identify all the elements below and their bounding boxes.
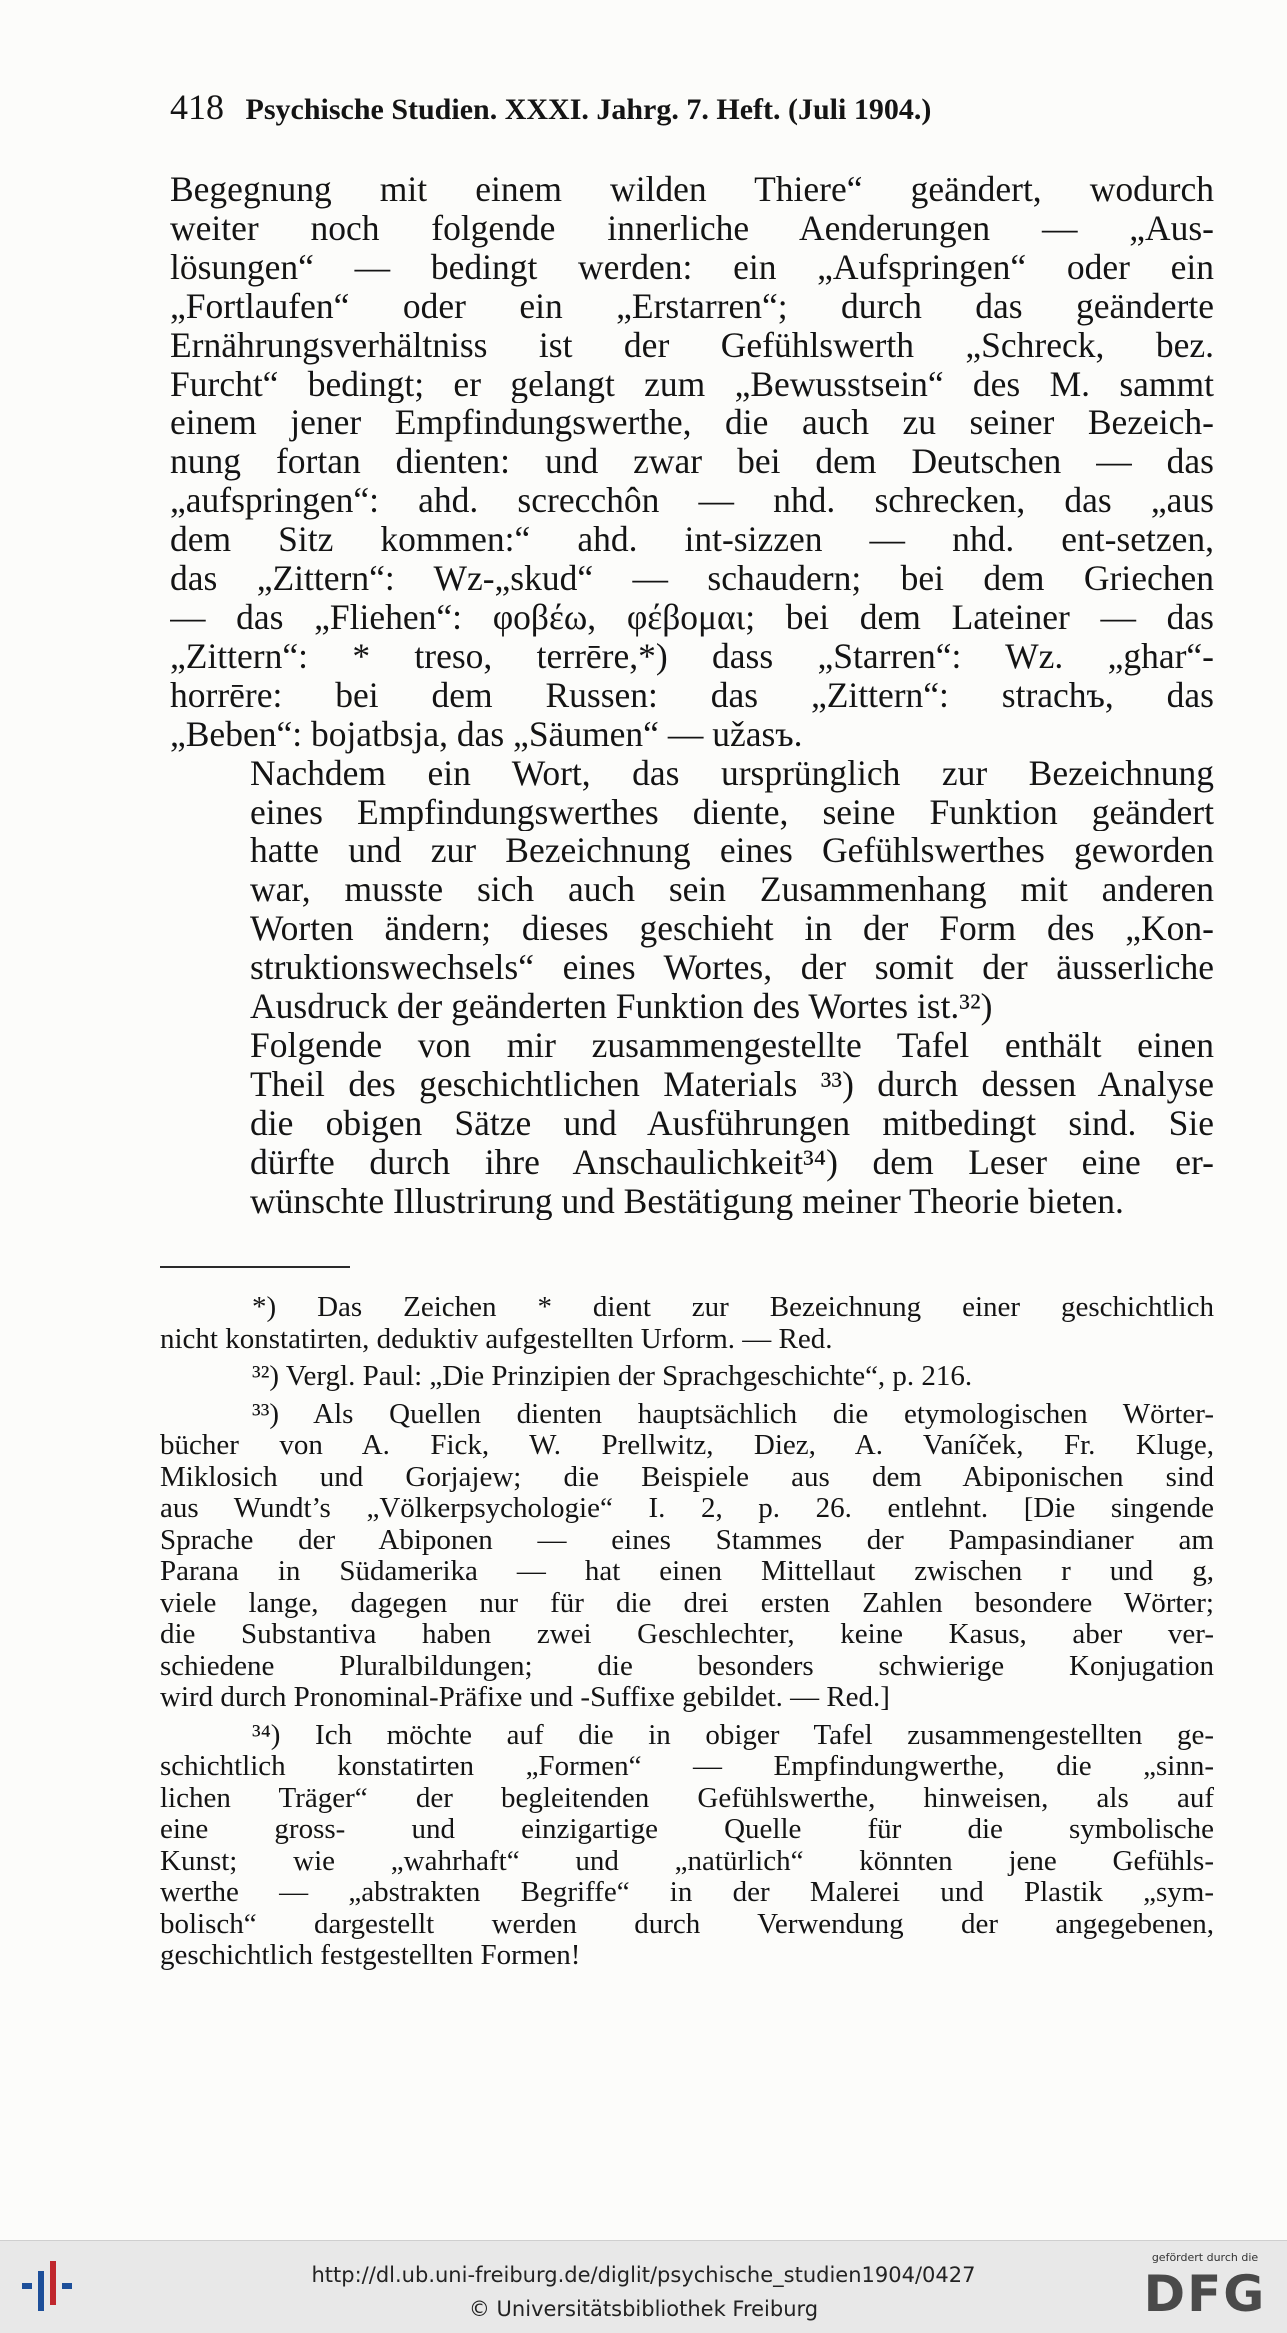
footnote-33	[160, 1399, 1214, 1714]
text-line: werthe — „abstrakten Begriffe“ in der Malerei und Plastik „sym-	[160, 1877, 1214, 1908]
footnote-separator	[160, 1266, 350, 1268]
text-line: ³³) Als Quellen dienten hauptsächlich die etymologischen Wörter-	[252, 1398, 1214, 1430]
text-line: Ausdruck der geänderten Funktion des Wortes ist.³²)	[250, 987, 993, 1026]
text-line: wünschte Illustrirung und Bestätigung meiner Theorie bieten.	[250, 1181, 1124, 1221]
running-header	[170, 86, 1220, 128]
text-line: Kunst; wie „wahrhaft“ und „natürlich“ könnten jene Gefühls-	[160, 1845, 1214, 1877]
text-line: schichtlich konstatirten „Formen“ — Empfindungwerthe, die „sinn-	[160, 1751, 1214, 1782]
text-line: war, musste sich auch sein Zusammenhang mit anderen	[250, 870, 1214, 910]
text-line: Begegnung mit einem wilden Thiere“ geändert, wodurch	[170, 170, 1214, 209]
footnote-star	[160, 1292, 1214, 1355]
text-line: Folgende von mir zusammengestellte Tafel enthält einen	[250, 1025, 1214, 1065]
text-line: bücher von A. Fick, W. Prellwitz, Diez, A. Vaníček, Fr. Kluge,	[160, 1430, 1214, 1461]
permalink-url[interactable]: http://dl.ub.uni-freiburg.de/diglit/psychische_studien1904/0427	[311, 2263, 976, 2287]
text-line: das „Zittern“: Wz-„skud“ — schaudern; bei dem Griechen	[170, 559, 1214, 598]
text-line: bolisch“ dargestellt werden durch Verwendung der angegebenen,	[160, 1908, 1214, 1940]
viewer-footer	[0, 2240, 1287, 2333]
text-line: die Substantiva haben zwei Geschlechter, keine Kasus, aber ver-	[160, 1619, 1214, 1650]
text-line: aus Wundt’s „Völkerpsychologie“ I. 2, p. 26. entlehnt. [Die singende	[160, 1493, 1214, 1524]
dfg-wordmark: DFG	[1143, 2265, 1267, 2323]
paragraph-3	[170, 1026, 1214, 1221]
text-line: lichen Träger“ der begleitenden Gefühlswerthe, hinweisen, als auf	[160, 1782, 1214, 1814]
dfg-tagline: gefördert durch die	[1151, 2251, 1259, 2264]
copyright-notice: © Universitätsbibliothek Freiburg	[468, 2297, 819, 2321]
text-line: Parana in Südamerika — hat einen Mittellaut zwischen r und g,	[160, 1556, 1214, 1587]
text-line: Sprache der Abiponen — eines Stammes der Pampasindianer am	[160, 1524, 1214, 1556]
text-line: „Zittern“: * treso, terrēre,*) dass „Starren“: Wz. „ghar“-	[170, 636, 1214, 676]
text-line: — das „Fliehen“: φοβέω, φέβομαι; bei dem Lateiner — das	[170, 597, 1214, 637]
text-line: „aufspringen“: ahd. screcchôn — nhd. schrecken, das „aus	[170, 481, 1214, 521]
text-line: einem jener Empfindungswerthe, die auch zu seiner Bezeich-	[170, 403, 1214, 443]
text-line: nung fortan dienten: und zwar bei dem Deutschen — das	[170, 442, 1214, 482]
text-line: „Beben“: bojatbsja, das „Säumen“ — užasъ.	[170, 714, 803, 754]
text-line: lösungen“ — bedingt werden: ein „Aufspringen“ oder ein	[170, 247, 1214, 287]
main-text	[170, 170, 1214, 1220]
text-line: Ernährungsverhältniss ist der Gefühlswerth „Schreck, bez.	[170, 325, 1214, 365]
text-line: wird durch Pronominal-Präfixe und -Suffixe gebildet. — Red.]	[160, 1682, 890, 1713]
text-line: „Fortlaufen“ oder ein „Erstarren“; durch das geänderte	[170, 286, 1214, 326]
text-line: Theil des geschichtlichen Materials ³³) durch dessen Analyse	[250, 1064, 1214, 1104]
text-line: Worten ändern; dieses geschieht in der Form des „Kon-	[250, 909, 1214, 949]
text-line: ³²) Vergl. Paul: „Die Prinzipien der Sprachgeschichte“, p. 216.	[252, 1361, 973, 1392]
footnote-34	[160, 1720, 1214, 1972]
page-number: 418	[170, 87, 224, 127]
text-line: viele lange, dagegen nur für die drei ersten Zahlen besondere Wörter;	[160, 1587, 1214, 1619]
text-line: Furcht“ bedingt; er gelangt zum „Bewusstsein“ des M. sammt	[170, 364, 1214, 404]
paragraph-1	[170, 170, 1214, 754]
footnotes	[160, 1292, 1214, 1978]
footnote-32	[160, 1361, 1214, 1393]
text-line: eines Empfindungswerthes diente, seine Funktion geändert	[250, 792, 1214, 832]
text-line: struktionswechsels“ eines Wortes, der somit der äusserliche	[250, 948, 1214, 988]
text-line: Nachdem ein Wort, das ursprünglich zur Bezeichnung	[250, 753, 1214, 793]
text-line: Miklosich und Gorjajew; die Beispiele aus dem Abiponischen sind	[160, 1461, 1214, 1493]
text-line: dem Sitz kommen:“ ahd. int-sizzen — nhd. ent-setzen,	[170, 520, 1214, 560]
dfg-logo[interactable]	[1140, 2251, 1270, 2327]
text-line: horrēre: bei dem Russen: das „Zittern“: strachъ, das	[170, 675, 1214, 715]
text-line: schiedene Pluralbildungen; die besonders schwierige Konjugation	[160, 1650, 1214, 1682]
text-line: dürfte durch ihre Anschaulichkeit³⁴) dem Leser eine er-	[250, 1142, 1214, 1182]
text-line: nicht konstatirten, deduktiv aufgestellten Urform. — Red.	[160, 1323, 833, 1355]
text-line: geschichtlich festgestellten Formen!	[160, 1940, 581, 1971]
paragraph-2	[170, 754, 1214, 1026]
text-line: weiter noch folgende innerliche Aenderungen — „Aus-	[170, 208, 1214, 248]
text-line: die obigen Sätze und Ausführungen mitbedingt sind. Sie	[250, 1103, 1214, 1143]
running-title: Psychische Studien. XXXI. Jahrg. 7. Heft. (Juli 1904.)	[245, 93, 932, 126]
text-line: *) Das Zeichen * dient zur Bezeichnung einer geschichtlich	[252, 1292, 1214, 1323]
text-line: ³⁴) Ich möchte auf die in obiger Tafel zusammengestellten ge-	[252, 1719, 1214, 1751]
text-line: eine gross- und einzigartige Quelle für die symbolische	[160, 1814, 1214, 1845]
text-line: hatte und zur Bezeichnung eines Gefühlswerthes geworden	[250, 831, 1214, 871]
